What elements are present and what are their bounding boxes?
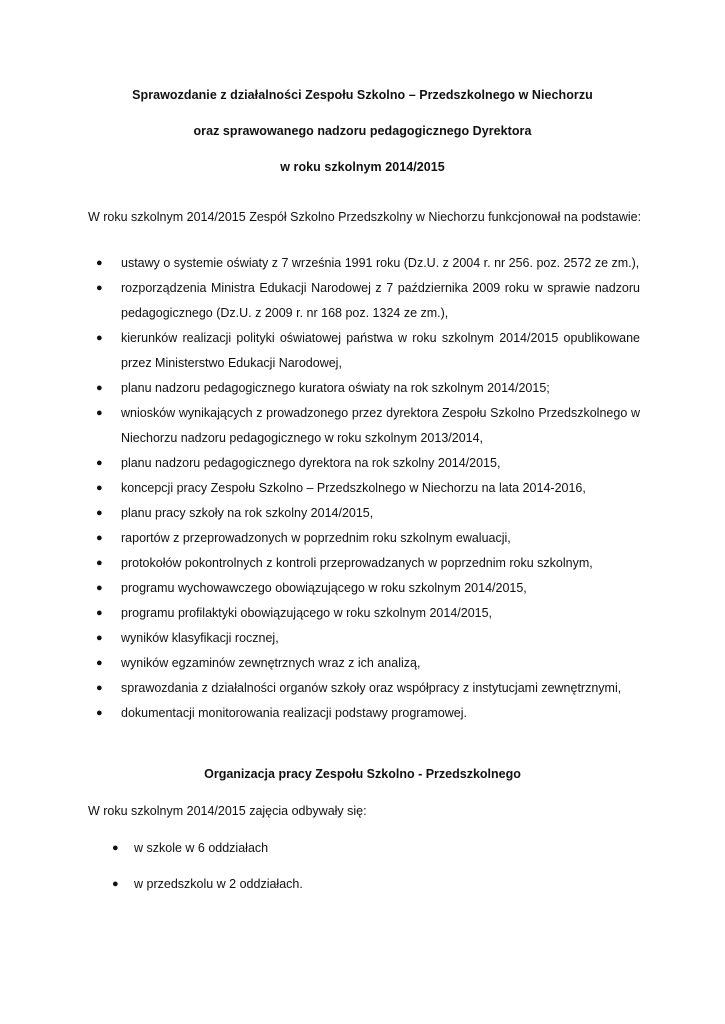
bullet-icon: ●: [112, 842, 119, 854]
list-item-text: wniosków wynikających z prowadzonego przez dyrektora Zespołu Szkolno Przedszkolnego w Niechorzu nadzoru pedagogicznego w roku szkolnym 2013/2014,: [121, 406, 640, 445]
bullet-icon: ●: [96, 257, 103, 269]
bullet-icon: ●: [96, 557, 103, 569]
bullet-icon: ●: [96, 282, 103, 294]
list-item: [88, 576, 640, 601]
section-heading: Organizacja pracy Zespołu Szkolno - Przedszkolnego: [204, 767, 521, 781]
bullet-icon: ●: [96, 507, 103, 519]
bullet-icon: ●: [96, 607, 103, 619]
list-item: [88, 701, 640, 726]
list-item: [88, 476, 640, 501]
bullet-icon: ●: [96, 482, 103, 494]
list-item: [106, 838, 303, 858]
list-item: [88, 276, 640, 326]
list-item: [88, 676, 640, 701]
bullet-icon: ●: [96, 532, 103, 544]
bullet-icon: ●: [96, 582, 103, 594]
bullet-icon: ●: [96, 657, 103, 669]
list-item: [88, 526, 640, 551]
document-title-line-1: Sprawozdanie z działalności Zespołu Szkolno – Przedszkolnego w Niechorzu: [132, 88, 593, 102]
bullet-icon: ●: [96, 707, 103, 719]
document-title-line-2: oraz sprawowanego nadzoru pedagogicznego Dyrektora: [193, 124, 532, 138]
basis-list: [88, 251, 640, 726]
bullet-icon: ●: [96, 632, 103, 644]
list-item: [88, 401, 640, 451]
list-item-text: sprawozdania z działalności organów szkoły oraz współpracy z instytucjami zewnętrznymi,: [121, 681, 622, 695]
list-item-text: koncepcji pracy Zespołu Szkolno – Przedszkolnego w Niechorzu na lata 2014-2016,: [121, 481, 586, 495]
bullet-icon: ●: [96, 457, 103, 469]
list-item: [88, 651, 640, 676]
list-item-text: w szkole w 6 oddziałach: [134, 841, 269, 855]
classes-list: [106, 838, 303, 910]
list-item-text: wyników egzaminów zewnętrznych wraz z ich analizą,: [121, 656, 421, 670]
list-item-text: programu wychowawczego obowiązującego w roku szkolnym 2014/2015,: [121, 581, 527, 595]
list-item: [88, 551, 640, 576]
list-item-text: raportów z przeprowadzonych w poprzednim roku szkolnym ewaluacji,: [121, 531, 511, 545]
list-item-text: kierunków realizacji polityki oświatowej państwa w roku szkolnym 2014/2015 opublikowane przez Ministerstwo Edukacji Narodowej,: [121, 331, 640, 370]
bullet-icon: ●: [96, 382, 103, 394]
list-item-text: programu profilaktyki obowiązującego w roku szkolnym 2014/2015,: [121, 606, 493, 620]
list-item: [88, 451, 640, 476]
list-item-text: w przedszkolu w 2 oddziałach.: [134, 877, 303, 891]
list-item-text: dokumentacji monitorowania realizacji podstawy programowej.: [121, 706, 467, 720]
section-intro: W roku szkolnym 2014/2015 zajęcia odbywały się:: [88, 804, 367, 818]
intro-paragraph: W roku szkolnym 2014/2015 Zespół Szkolno Przedszkolny w Niechorzu funkcjonował na podstawie:: [88, 210, 642, 224]
bullet-icon: ●: [96, 407, 103, 419]
list-item: [88, 601, 640, 626]
list-item: [88, 326, 640, 376]
list-item: [88, 376, 640, 401]
list-item: [88, 501, 640, 526]
document-title-line-3: w roku szkolnym 2014/2015: [280, 160, 445, 174]
list-item-text: protokołów pokontrolnych z kontroli przeprowadzanych w poprzednim roku szkolnym,: [121, 556, 593, 570]
bullet-icon: ●: [96, 682, 103, 694]
list-item-text: ustawy o systemie oświaty z 7 września 1991 roku (Dz.U. z 2004 r. nr 256. poz. 2572 ze zm.),: [121, 256, 640, 270]
list-item-text: planu nadzoru pedagogicznego dyrektora na rok szkolny 2014/2015,: [121, 456, 501, 470]
list-item: [88, 626, 640, 651]
list-item-text: rozporządzenia Ministra Edukacji Narodowej z 7 października 2009 roku w sprawie nadzoru pedagogicznego (Dz.U. z 2009 r. nr 168 poz. 1324 ze zm.),: [121, 281, 640, 320]
list-item-text: wyników klasyfikacji rocznej,: [121, 631, 279, 645]
list-item-text: planu nadzoru pedagogicznego kuratora oświaty na rok szkolnym 2014/2015;: [121, 381, 550, 395]
bullet-icon: ●: [112, 878, 119, 890]
list-item: [88, 251, 640, 276]
list-item-text: planu pracy szkoły na rok szkolny 2014/2015,: [121, 506, 374, 520]
list-item: [106, 874, 303, 894]
bullet-icon: ●: [96, 332, 103, 344]
